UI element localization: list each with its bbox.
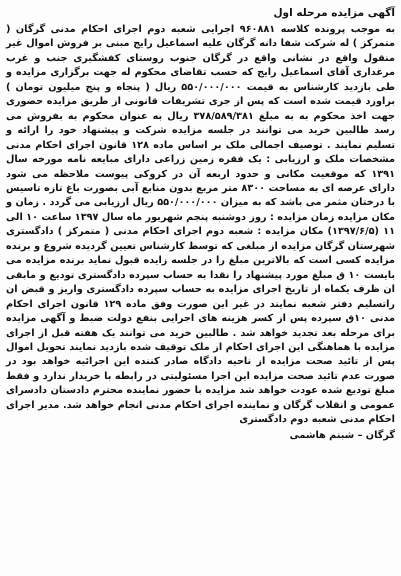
notice-title: آگهی مزایده مرحله اول: [273, 7, 395, 19]
notice-signature: گرگان – شبنم هاشمی: [289, 429, 395, 441]
notice-body-text: به موجب پرونده کلاسه ۹۶۰۸۸۱ اجرایی شعبه دوم اجرای احکام مدنی گرگان ( متمرکز ) له شرکت شفا دانه گرگان علیه اسماعیل رایج مبنی بر فروش اموال غیر منقول واقع در نشانی واقع در گرگان جنوب روستای کفشگیری جنب و غرب مرغداری آقای اسماعیل رایج که حسب تقاضای محکوم له جهت برگزاری مزایده و طی بازدید کارشناس به قیمت ۵۵۰/۰۰۰/۰۰۰ ریال ( پنجاه و پنج میلیون تومان ) براورد قیمت شده است که پس از جری تشریفات قانونی از طریق مزایده حضوری جهت اخذ محکوم به به مبلغ ۳۷۸/۵۸۹/۳۸۱ ریال به عنوان محکوم به بفروش می رسد طالبین خرید می توانند در جلسه مزایده شرکت و پیشنهاد خود را ارائه و تسلیم نمایند . توصیف اجمالی ملک بر اساس ماده ۱۲۸ قانون اجرای احکام مدنی مشخصات ملک و ارزیابی : یک فقره زمین زراعی دارای مبایعه نامه مورخه سال ۱۳۹۱ که موقعیت مکانی و حدود اربعه آن در کروکی پیوست ملاحظه می شود دارای عرصه ای به مساحت ۸۳۰۰ متر مربع بدون منابع آبی بصورت باغ تازه تاسیس با درختان مثمر می باشد که به میزان ۵۵۰/۰۰۰/۰۰۰ ریال ارزیابی می گردد . زمان و مکان مزایده زمان مزایده : روز دوشنبه پنجم شهریور ماه سال ۱۳۹۷ ساعت ۱۰ الی ۱۱ (۱۳۹۷/۶/۵) مکان مزایده : شعبه دوم اجرای احکام مدنی ( متمرکز ) دادگستری شهرستان گرگان مزایده از مبلغی که توسط کارشناس تعیین گردیده شروع و برنده مزایده کسی است که بالاترین مبلغ را در جلسه زایده قبول نماید برنده مزایده می بایست ۱۰ ق مبلغ مورد پیشنهاد را نقدا به حساب سپرده دادگستری تودیع و مابقی ان ظرف یکماه از تاریخ اجرای مزایده به حساب سپرده دادگستری واریز و قبض ان راتسلیم دفتر شعبه نمایند در غیر این صورت وفق ماده ۱۲۹ قانون اجرای احکام مدنی ۱۰ق سپرده پس از کسر هزینه های اجرایی بنفع دولت ضبط و آگهی مزایده برای مرحله بعد تجدید خواهد شد . طالبین خرید می توانند یک هفته قبل از اجرای مزایده با هماهنگی این اجرای احکام از ملک توقیف شده بازدید نمایند تحویل اموال پس از تائید صحت مزایده از ناحیه دادگاه صادر کننده این اجرائیه خواهد بود در صورت عدم تائید صحت مزایده این اجرا مسئولیتی در رابطه با خریدار ندارد و فقط مبلغ تودیع شده عودت خواهد شد مزایده با حضور نماینده محترم دادستان دادسرای عمومی و انقلاب گرگان و نماینده اجرای احکام مدنی انجام خواهد شد. مدیر اجرای احکام مدنی شعبه دوم دادگستری: [6, 24, 396, 426]
